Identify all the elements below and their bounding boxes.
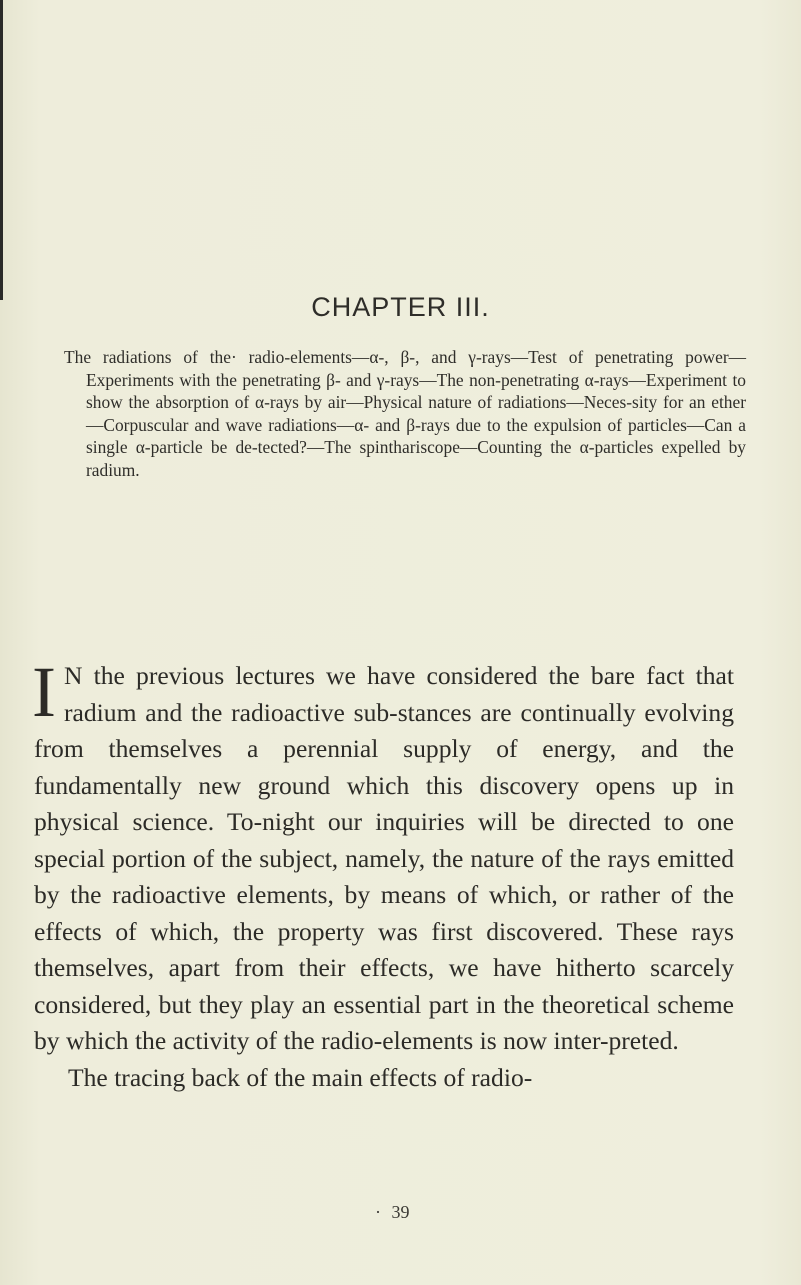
paragraph-2: The tracing back of the main effects of radio- [68, 1062, 533, 1092]
paragraph-1 [32, 652, 734, 1060]
chapter-summary: The radiations of the· radio-elements—α-, β-, and γ-rays—Test of penetrating power—Experiments with the penetrating β- and γ-rays—The non-penetrating α-rays—Experiment to show the absorption of α-rays by air—Physical nature of radiations—Neces-sity for an ether—Corpuscular and wave radiations—α- and β-rays due to the expulsion of particles—Can a single α-particle be de-tected?—The spinthariscope—Counting the α-particles expelled by radium. [64, 347, 746, 480]
footer-dot: · [375, 1202, 381, 1222]
paragraph-1-text: N the previous lectures we have considered the bare fact that radium and the radioactive sub-stances are continually evolving from themselves a perennial supply of energy, and the fundamentally new ground which this discovery opens up in physical science. To-night our inquiries will be directed to one special portion of the subject, namely, the nature of the rays emitted by the radioactive elements, by means of which, or rather of the effects of which, the property was first discovered. These rays themselves, apart from their effects, we have hitherto scarcely considered, but they play an essential part in the theoretical scheme by which the activity of the radio-elements is now inter-preted. [34, 661, 734, 1055]
chapter-body [32, 652, 734, 1096]
binding-edge [0, 0, 3, 300]
chapter-title: CHAPTER III. [311, 292, 490, 322]
page-footer [0, 1202, 801, 1223]
page-number: 39 [391, 1202, 410, 1222]
drop-cap: I [32, 652, 56, 732]
